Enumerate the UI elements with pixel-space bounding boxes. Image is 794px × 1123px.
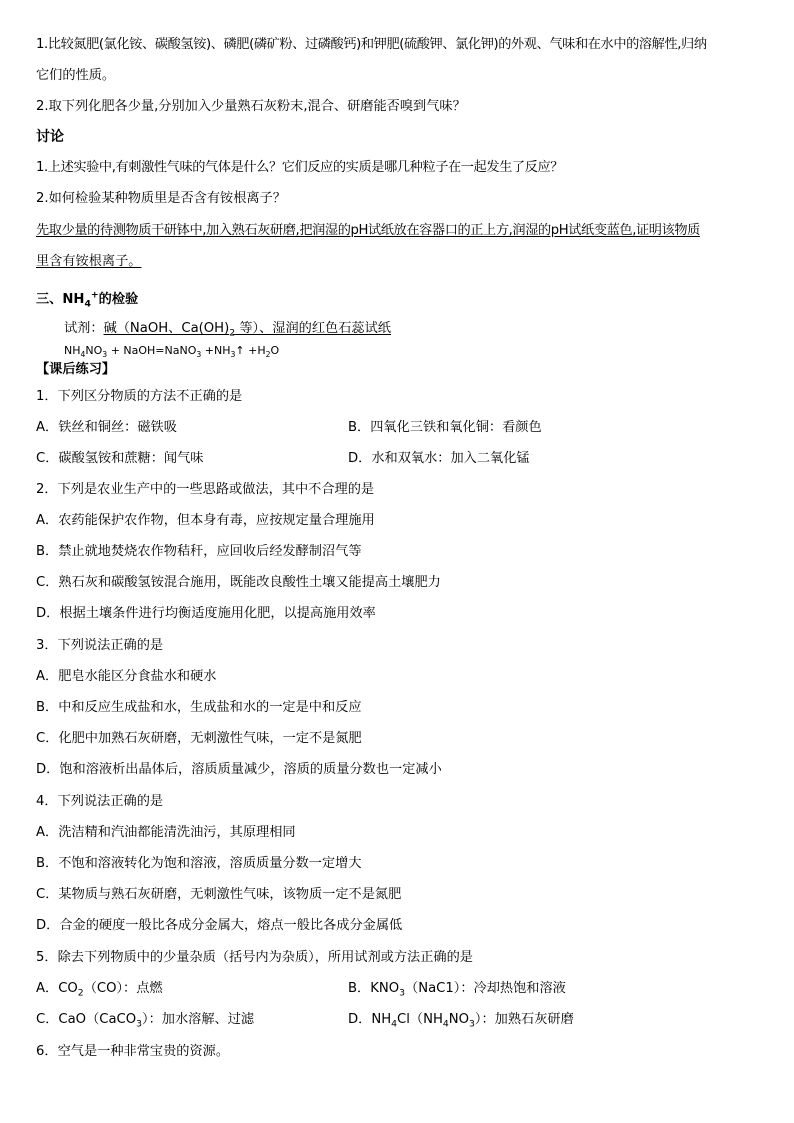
q6-stem: 6．空气是一种非常宝贵的资源。: [36, 1044, 230, 1059]
discussion-answer-line-1: 先取少量的待测物质干研钵中,加入熟石灰研磨,把润湿的pH试纸放在容器口的正上方,润湿的pH试纸变蓝色,证明该物质: [36, 223, 700, 238]
q2-option-d: D．根据土壤条件进行均衡适度施用化肥，以提高施用效率: [36, 606, 376, 621]
q2-stem: 2．下列是农业生产中的一些思路或做法，其中不合理的是: [36, 482, 375, 497]
discussion-question-1: 1.上述实验中,有刺激性气味的气体是什么？它们反应的实质是哪几种粒子在一起发生了反应？: [36, 160, 564, 175]
q5-option-a: A．$CO_2(CO)$：点燃: [36, 981, 163, 999]
q2-option-c: C．熟石灰和碳酸氢铵混合施用，既能改良酸性土壤又能提高土壤肥力: [36, 575, 441, 590]
q5-options-row-2: [36, 1011, 766, 1029]
section3-heading: 三、$NH_4^+$的检验: [36, 289, 139, 310]
discussion-answer-line-2: 里含有铵根离子。: [36, 254, 142, 269]
q1-stem: 1．下列区分物质的方法不正确的是: [36, 389, 243, 404]
q4-option-d: D．合金的硬度一般比各成分金属大，熔点一般比各成分金属低: [36, 918, 403, 933]
q2-option-a: A．农药能保护农作物，但本身有毒，应按规定量合理施用: [36, 513, 375, 528]
q5-options-row-1: [36, 980, 766, 998]
section3-reagents: 试剂：碱（NaOH、$Ca(OH)_2$ 等）、湿润的红色石蕊试纸: [64, 321, 391, 339]
q5-stem: 5．除去下列物质中的少量杂质（括号内为杂质），所用试剂或方法正确的是: [36, 950, 473, 965]
q3-option-d: D．饱和溶液析出晶体后，溶质质量减少，溶质的质量分数也一定减小: [36, 762, 442, 777]
q4-option-a: A．洗洁精和汽油都能清洗油污，其原理相同: [36, 825, 296, 840]
q4-stem: 4．下列说法正确的是: [36, 794, 164, 809]
discussion-heading: 讨论: [36, 129, 64, 145]
q3-option-b: B．中和反应生成盐和水，生成盐和水的一定是中和反应: [36, 700, 362, 715]
q3-option-c: C．化肥中加熟石灰研磨，无刺激性气味，一定不是氮肥: [36, 731, 362, 746]
q5-option-b: B．$KNO_3(NaC1)$：冷却热饱和溶液: [348, 981, 566, 999]
q1-option-c: C．碳酸氢铵和蔗糖：闻气味: [36, 451, 204, 466]
q5-option-c: C．CaO（CaCO$_3$）：加水溶解、过滤: [36, 1012, 255, 1030]
q4-option-b: B．不饱和溶液转化为饱和溶液，溶质质量分数一定增大: [36, 856, 362, 871]
q2-option-b: B．禁止就地焚烧农作物秸秆，应回收后经发酵制沼气等: [36, 544, 362, 559]
q1-option-b: B．四氧化三铁和氧化铜：看颜色: [348, 420, 542, 435]
exercise-heading: 【课后练习】: [36, 362, 116, 377]
q3-option-a: A．肥皂水能区分食盐水和硬水: [36, 669, 217, 684]
discussion-question-2: 2.如何检验某种物质里是否含有铵根离子？: [36, 191, 286, 206]
reagent-list: 碱（NaOH、$Ca(OH)_2$ 等）、湿润的红色石蕊试纸: [103, 321, 391, 339]
q3-stem: 3．下列说法正确的是: [36, 638, 164, 653]
q5-option-d: D．$NH_4Cl(NH_4NO_3)$：加熟石灰研磨: [348, 1012, 574, 1030]
intro-line-1: 1.比较氮肥(氯化铵、碳酸氢铵)、磷肥(磷矿粉、过磷酸钙)和钾肥(硫酸钾、氯化钾)的外观、气味和在水中的溶解性,归纳: [36, 37, 707, 52]
q1-option-d: D．水和双氧水：加入二氧化锰: [348, 451, 530, 466]
intro-question-2: 2.取下列化肥各少量,分别加入少量熟石灰粉末,混合、研磨能否嗅到气味？: [36, 99, 466, 114]
section3-equation: $NH_4NO_3$ + NaOH=NaNO$_3$ $+NH_3↑ +H_2O$: [64, 344, 280, 360]
q1-options-row-2: [36, 450, 766, 468]
q1-options-row-1: [36, 419, 766, 437]
q4-option-c: C．某物质与熟石灰研磨，无刺激性气味，该物质一定不是氮肥: [36, 887, 402, 902]
q1-option-a: A．铁丝和铜丝：磁铁吸: [36, 420, 177, 435]
intro-line-2: 它们的性质。: [36, 68, 116, 83]
